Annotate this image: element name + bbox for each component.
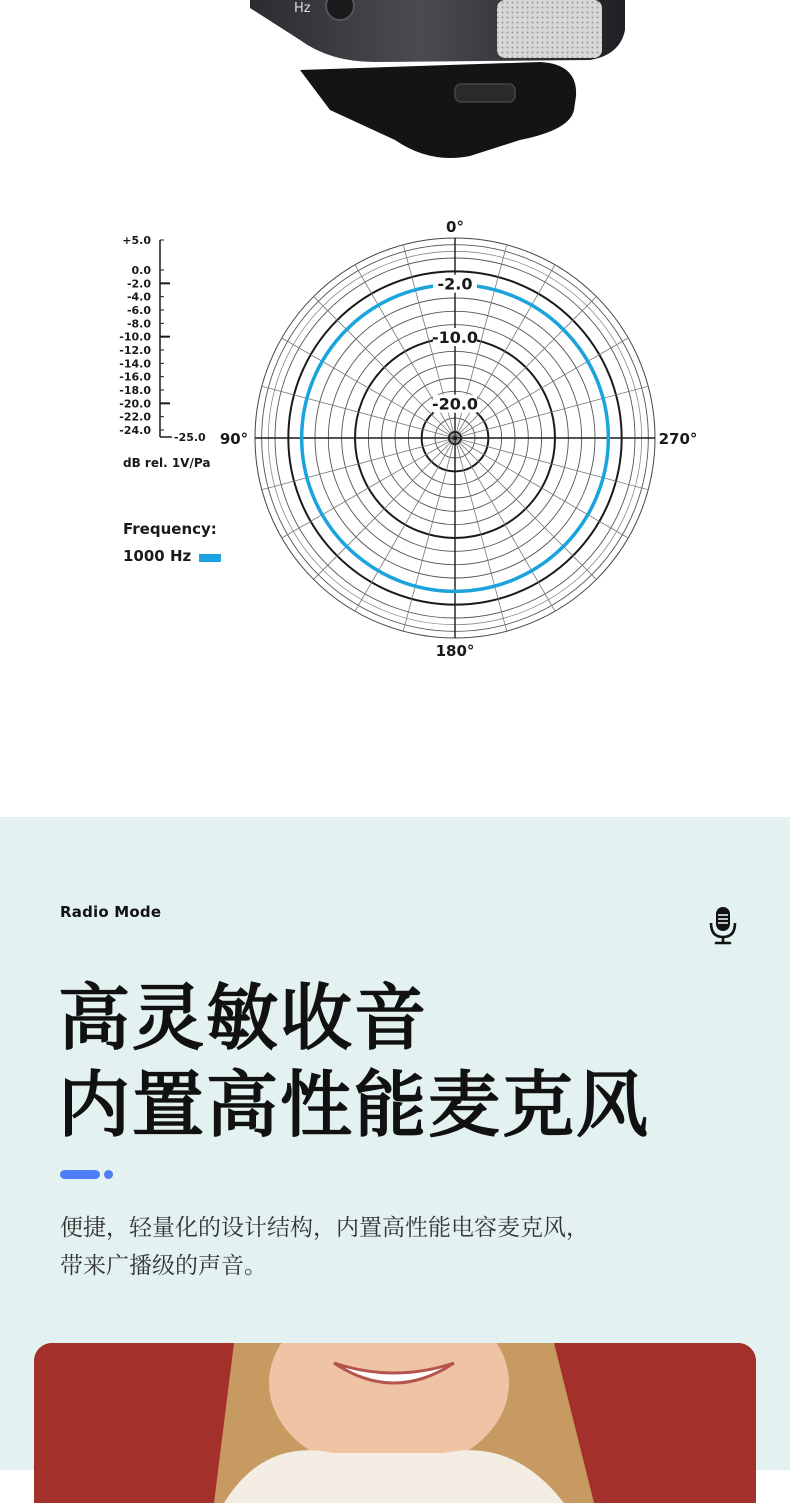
angle-label: 90° <box>219 430 249 448</box>
db-scale <box>119 234 210 470</box>
scale-ticks <box>119 234 170 437</box>
angle-label: 0° <box>446 218 464 236</box>
scale-tick-label: -22.0 <box>119 410 151 424</box>
angle-label: 270° <box>658 430 698 448</box>
grid-spoke <box>282 338 455 438</box>
scale-tick-label: -14.0 <box>119 357 151 371</box>
grid-center-dot <box>453 436 457 440</box>
headline-line-2: 内置高性能麦克风 <box>58 1063 651 1147</box>
grid-spoke <box>355 438 455 611</box>
description-line-2: 带来广播级的声音。 <box>60 1253 267 1279</box>
scale-tick-label: +5.0 <box>122 234 151 247</box>
grid-spoke <box>282 438 455 538</box>
legend-series-label: 1000 Hz <box>123 547 192 565</box>
device-knob <box>326 0 354 20</box>
microphone-icon <box>706 905 740 945</box>
scale-tick-label: -24.0 <box>119 424 151 437</box>
scale-tick-label: -12.0 <box>119 344 151 357</box>
device-base <box>300 62 576 158</box>
grid-spoke <box>314 297 455 438</box>
polar-pattern-chart <box>0 190 790 680</box>
scale-tick-label: -4.0 <box>126 290 151 304</box>
legend-title: Frequency: <box>123 520 217 538</box>
accent-dot <box>104 1170 113 1179</box>
polar-grid <box>255 238 655 638</box>
scale-min-label: -25.0 <box>174 431 206 444</box>
feature-section <box>0 817 790 1470</box>
grid-spoke <box>455 338 628 438</box>
legend-swatch <box>199 554 221 562</box>
ring-label: -20.0 <box>431 394 479 414</box>
ring-label: -2.0 <box>437 274 473 294</box>
scale-tick-label: 0.0 <box>131 264 151 277</box>
device-grille <box>497 0 602 58</box>
lifestyle-photo <box>34 1343 756 1503</box>
scale-tick-label: -18.0 <box>119 384 151 397</box>
grid-spoke <box>455 438 555 611</box>
device-port <box>455 84 515 102</box>
scale-tick-label: -16.0 <box>119 370 151 384</box>
device-badge: Hz <box>294 1 311 16</box>
grid-spoke <box>314 438 455 579</box>
scale-tick-label: -2.0 <box>126 277 151 291</box>
scale-title: dB rel. 1V/Pa <box>123 456 211 470</box>
scale-tick-label: -20.0 <box>119 397 151 411</box>
headline-line-1: 高灵敏收音 <box>58 976 429 1060</box>
scale-tick-label: -8.0 <box>126 317 151 331</box>
grid-spoke <box>455 297 596 438</box>
ring-label: -10.0 <box>431 328 479 347</box>
scale-tick-label: -10.0 <box>119 330 151 344</box>
mode-label: Radio Mode <box>60 903 162 921</box>
product-photo <box>0 0 790 170</box>
angle-label: 180° <box>435 642 475 660</box>
chart-legend <box>123 520 221 565</box>
scale-tick-label: -6.0 <box>126 304 151 317</box>
accent-bar <box>60 1170 100 1179</box>
description-line-1: 便捷，轻量化的设计结构，内置高性能电容麦克风， <box>60 1215 589 1241</box>
grid-spoke <box>455 438 596 579</box>
grid-spoke <box>455 438 628 538</box>
